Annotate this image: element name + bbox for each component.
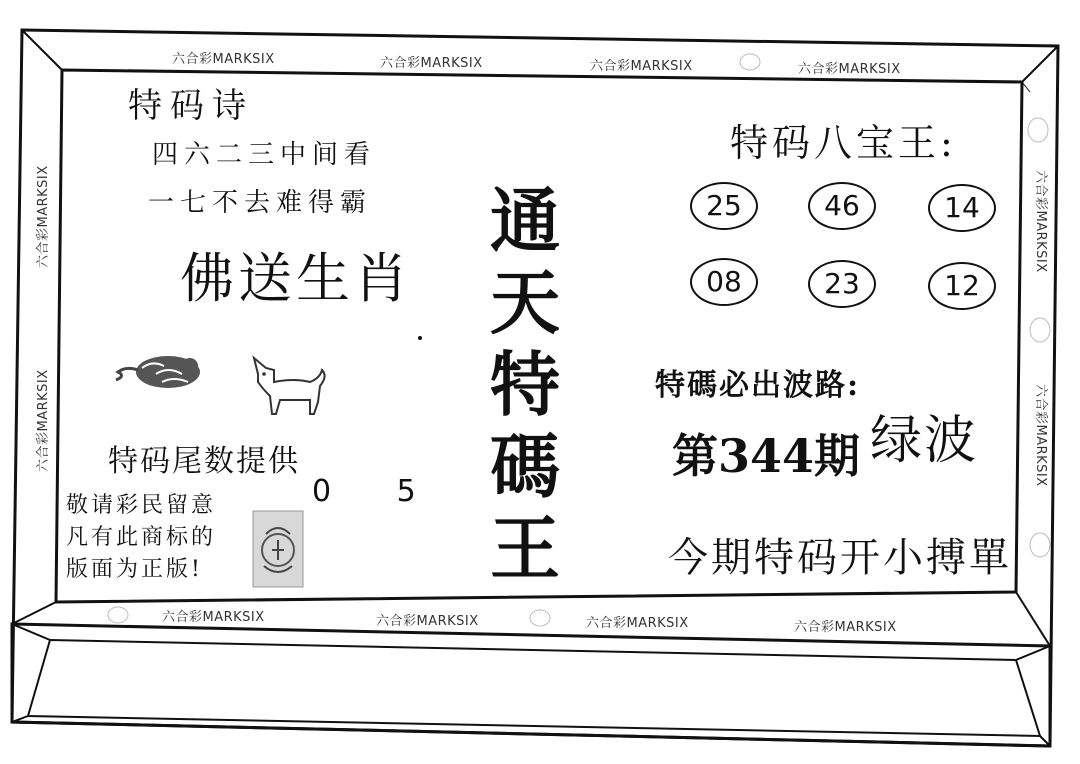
wave-value: 绿波 — [870, 411, 979, 471]
main-title-char-3: 特 — [490, 343, 560, 426]
watermark-top-1: 六合彩MARKSIX — [172, 52, 275, 67]
tail-digit-value: 0 5 — [312, 474, 444, 509]
poem-line-2: 一七不去难得霸 — [148, 188, 373, 218]
number-ball: 23 — [808, 260, 876, 308]
watermark-bottom-3: 六合彩MARKSIX — [586, 616, 689, 631]
watermark-top-2: 六合彩MARKSIX — [380, 56, 483, 71]
main-title-char-2: 天 — [490, 261, 560, 344]
main-title-char-1: 通 — [490, 179, 560, 262]
issue-tip: 今期特码开小搏單 — [668, 535, 1012, 581]
number-ball: 25 — [690, 182, 758, 230]
watermark-left-2: 六合彩MARKSIX — [36, 369, 51, 472]
watermark-bottom-1: 六合彩MARKSIX — [162, 610, 265, 625]
notice-line-2: 凡有此商标的 — [66, 525, 217, 550]
zodiac-gift-title: 佛送生肖 — [180, 247, 412, 310]
main-title — [470, 180, 580, 590]
dog-icon — [244, 352, 328, 418]
notice-line-3: 版面为正版! — [66, 557, 203, 582]
main-title-char-4: 碼 — [490, 425, 560, 508]
main-title-char-5: 王 — [490, 507, 560, 590]
notice-line-1: 敬请彩民留意 — [66, 493, 217, 518]
poem-line-1: 四六二三中间看 — [152, 140, 377, 170]
issue-number: 第344期 — [672, 429, 861, 483]
watermark-left-1: 六合彩MARKSIX — [36, 165, 51, 268]
watermark-bottom-2: 六合彩MARKSIX — [376, 614, 479, 629]
watermark-right-2: 六合彩MARKSIX — [1033, 384, 1048, 487]
wave-label: 特碼必出波路: — [655, 368, 861, 403]
bawang-title: 特码八宝王: — [730, 121, 957, 165]
number-ball: 08 — [690, 258, 758, 306]
number-ball: 46 — [808, 182, 876, 230]
watermark-top-4: 六合彩MARKSIX — [798, 62, 901, 77]
number-ball: 12 — [928, 262, 996, 310]
authenticity-notice — [66, 490, 216, 586]
tiger-icon — [112, 346, 204, 394]
watermark-bottom-4: 六合彩MARKSIX — [794, 620, 897, 635]
number-ball: 14 — [928, 184, 996, 232]
trademark-stamp-icon — [252, 510, 304, 588]
watermark-top-3: 六合彩MARKSIX — [590, 59, 693, 74]
poem-title: 特码诗 — [128, 86, 254, 126]
tail-digit-label: 特码尾数提供 — [108, 444, 300, 479]
watermark-right-1: 六合彩MARKSIX — [1033, 170, 1048, 273]
